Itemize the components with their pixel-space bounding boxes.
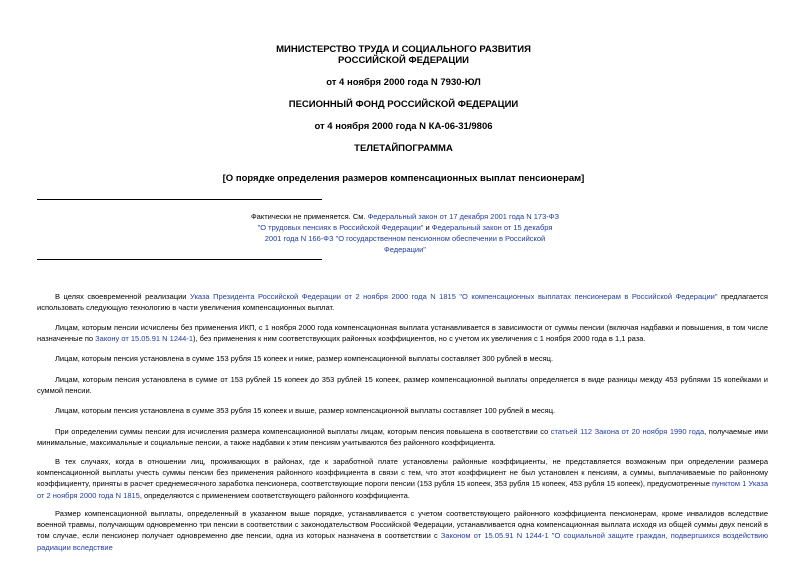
fund-name: ПЕСИОННЫЙ ФОНД РОССИЙСКОЙ ФЕДЕРАЦИИ xyxy=(288,99,519,110)
paragraph-2: Лицам, которым пенсии исчислены без применения ИКП, с 1 ноября 2000 года компенсационная выплата устанавливается в зависимости от суммы пенсии (включая надбавки и повышения, в том числе назначенные по Закону от 15.05.91 N 1244-1), без применения к ним соответствующих районных коэффициентов, но с учетом их увеличения с 1 ноября 2000 года в 1,1 раза. xyxy=(37,323,768,344)
link-decree-1815[interactable]: Указа Президента Российской Федерации от 2 ноября 2000 года N 1815 "О компенсационных выплатах пенсионерам в Российской Федерации" xyxy=(190,292,718,301)
document-header xyxy=(0,44,807,154)
paragraph-3: Лицам, которым пенсия установлена в сумме 153 рубля 15 копеек и ниже, размер компенсационной выплаты составляет 300 рублей в месяц. xyxy=(55,354,554,363)
link-law-1244-1[interactable]: Закону от 15.05.91 N 1244-1 xyxy=(95,334,194,344)
note-middle: и xyxy=(423,223,432,232)
paragraph-6: При определении суммы пенсии для исчисления размера компенсационной выплаты лицам, которым пенсия повышена в соответствии со статьей 112 Закона от 20 ноября 1990 года, получаемые ими минимальные, максимальные и социальные пенсии, а также надбавки к этим пенсиям учитываются без районного коэффициента. xyxy=(37,427,768,448)
note-bottom-rule xyxy=(37,259,322,260)
note-prefix: Фактически не применяется. См. xyxy=(250,212,368,221)
ministry-doc-date: от 4 ноября 2000 года N 7930-ЮЛ xyxy=(326,77,481,88)
paragraph-1: В целях своевременной реализации Указа Президента Российской Федерации от 2 ноября 2000 года N 1815 "О компенсационных выплатах пенсионерам в Российской Федерации" предлагается использовать следующую технологию в части увеличения компенсационных выплат. xyxy=(37,292,768,313)
paragraph-5: Лицам, которым пенсия установлена в сумме 353 рубля 15 копеек и выше, размер компенсационной выплаты составляет 100 рублей в месяц. xyxy=(55,406,556,415)
link-article-112[interactable]: статьей 112 Закона от 20 ноября 1990 года xyxy=(550,427,705,436)
link-decree-1815-point-1[interactable]: пунктом 1 Указа от 2 ноября 2000 года N 1815 xyxy=(37,479,768,500)
link-law-1244-1-radiation[interactable]: Законом от 15.05.91 N 1244-1 "О социальной защите граждан, подвергшихся воздействию радиации вследствие xyxy=(37,531,768,552)
document-type: ТЕЛЕТАЙПОГРАММА xyxy=(354,143,453,154)
applicability-note xyxy=(250,211,560,255)
note-link-law-173[interactable]: Федеральный закон от 17 декабря 2001 года N 173-ФЗ "О трудовых пенсиях в Российской Федерации" xyxy=(257,212,560,232)
note-top-rule xyxy=(37,199,322,200)
fund-doc-date: от 4 ноября 2000 года N КА-06-31/9806 xyxy=(314,121,493,132)
note-link-law-166[interactable]: Федеральный закон от 15 декабря 2001 года N 166-ФЗ "О государственном пенсионном обеспечении в Российской Федерации" xyxy=(264,223,553,254)
ministry-name-line1: МИНИСТЕРСТВО ТРУДА И СОЦИАЛЬНОГО РАЗВИТИЯ xyxy=(276,44,531,55)
paragraph-7: В тех случаях, когда в отношении лиц, проживающих в районах, где к заработной плате установлены районные коэффициенты, не представляется возможным при определении размера компенсационной выплаты учесть суммы пенсии без применения районного коэффициента в связи с тем, что этот коэффициент не был установлен к пенсиям, а суммы, выплачиваемые по районному коэффициенту, приняты в расчет среднемесячного заработка пенсионера, соответствующие пороги пенсии (153 рубля 15 копеек, 353 рубля 15 копеек, 453 рубля 15 копеек), предусмотренные пунктом 1 Указа от 2 ноября 2000 года N 1815, определяются с применением соответствующего районного коэффициента. xyxy=(37,457,768,500)
ministry-name-line2: РОССИЙСКОЙ ФЕДЕРАЦИИ xyxy=(337,55,469,66)
paragraph-4: Лицам, которым пенсия установлена в сумме от 153 рублей 15 копеек до 353 рублей 15 копеек, размер компенсационной выплаты определяется в виде разницы между 453 рублями 15 копейками и суммой пенсии. xyxy=(37,375,768,396)
paragraph-8: Размер компенсационной выплаты, определенный в указанном выше порядке, устанавливается с учетом соответствующего районного коэффициента пенсионерам, кроме инвалидов вследствие военной травмы, получающим одновременно три пенсии в соответствии с законодательством Российской Федерации, устанавливается одна компенсационная выплата исходя из общей суммы двух пенсий в том случае, если пенсионер получает одновременно две пенсии, одна из которых назначена в соответствии с Законом от 15.05.91 N 1244-1 "О социальной защите граждан, подвергшихся воздействию радиации вследствие xyxy=(37,509,768,552)
document-title: [О порядке определения размеров компенсационных выплат пенсионерам] xyxy=(222,173,585,184)
